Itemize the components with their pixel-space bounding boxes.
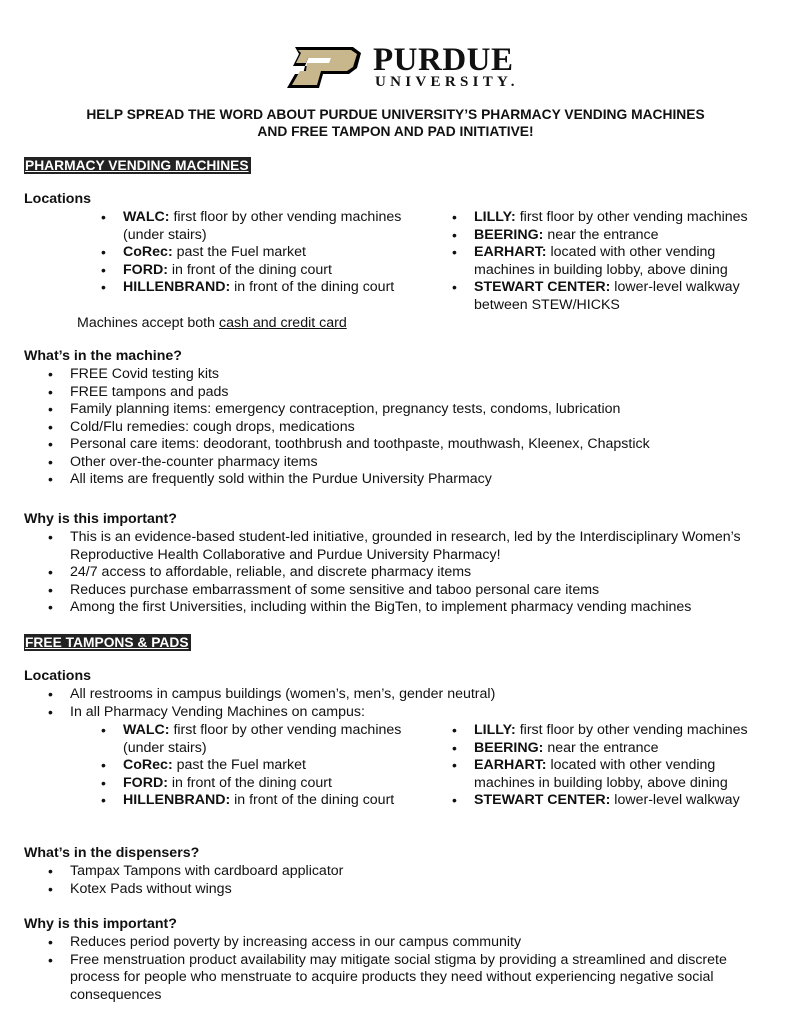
list-item: • WALC: first floor by other vending machines (under stairs) <box>99 722 419 757</box>
vending-why-list <box>46 529 746 617</box>
list-item: • Reduces purchase embarrassment of some sensitive and taboo personal care items <box>46 582 746 600</box>
list-item: • Family planning items: emergency contraception, pregnancy tests, condoms, lubrication <box>46 401 766 419</box>
section-title-vending: PHARMACY VENDING MACHINES <box>25 158 249 173</box>
list-item: • EARHART: located with other vending machines in building lobby, above dining <box>450 757 770 792</box>
list-item: • FREE tampons and pads <box>46 384 766 402</box>
list-item: • Kotex Pads without wings <box>46 881 766 899</box>
purdue-logo <box>283 42 519 92</box>
tampons-locations-right <box>450 722 770 810</box>
list-item: • Among the first Universities, including within the BigTen, to implement pharmacy vending machines <box>46 599 746 617</box>
list-item: • All items are frequently sold within the Purdue University Pharmacy <box>46 471 766 489</box>
section-title-tampons: FREE TAMPONS & PADS <box>25 635 189 650</box>
dispensers-list <box>46 863 766 898</box>
tampons-locations-heading: Locations <box>24 668 92 684</box>
vending-contents-heading: What’s in the machine? <box>24 348 182 364</box>
list-item: • EARHART: located with other vending machines in building lobby, above dining <box>450 244 770 279</box>
vending-locations-left <box>99 209 419 297</box>
list-item: • BEERING: near the entrance <box>450 740 770 758</box>
list-item: • Cold/Flu remedies: cough drops, medications <box>46 419 766 437</box>
list-item: • BEERING: near the entrance <box>450 227 770 245</box>
list-item: • Personal care items: deodorant, toothbrush and toothpaste, mouthwash, Kleenex, Chapstick <box>46 436 766 454</box>
page-title-line-1: HELP SPREAD THE WORD ABOUT PURDUE UNIVERSITY’S PHARMACY VENDING MACHINES <box>86 107 705 122</box>
list-item: • In all Pharmacy Vending Machines on campus: <box>46 704 766 722</box>
list-item: • HILLENBRAND: in front of the dining court <box>99 279 419 297</box>
page-title-line-2: AND FREE TAMPON AND PAD INITIATIVE! <box>257 124 534 139</box>
payment-note: Machines accept both cash and credit card <box>77 315 347 331</box>
logo-wordmark: PURDUE <box>373 42 514 78</box>
payment-methods: cash and credit card <box>218 315 347 331</box>
list-item: • Tampax Tampons with cardboard applicator <box>46 863 766 881</box>
vending-why-heading: Why is this important? <box>24 511 177 527</box>
vending-contents-list <box>46 366 766 489</box>
dispensers-heading: What’s in the dispensers? <box>24 845 200 861</box>
logo-subtitle: UNIVERSITY. <box>375 74 519 90</box>
tampons-locations-left <box>99 722 419 810</box>
list-item: • LILLY: first floor by other vending machines <box>450 722 770 740</box>
list-item: • CoRec: past the Fuel market <box>99 757 419 775</box>
list-item: • STEWART CENTER: lower-level walkway between STEW/HICKS <box>450 279 770 314</box>
list-item: • Free menstruation product availability may mitigate social stigma by providing a streamlined and discrete process for people who menstruate to acquire products they need without experiencing negative social consequences <box>46 952 746 1005</box>
list-item: • 24/7 access to affordable, reliable, and discrete pharmacy items <box>46 564 746 582</box>
list-item: • Other over-the-counter pharmacy items <box>46 454 766 472</box>
list-item: • STEWART CENTER: lower-level walkway <box>450 792 770 810</box>
list-item: • CoRec: past the Fuel market <box>99 244 419 262</box>
list-item: • WALC: first floor by other vending machines (under stairs) <box>99 209 419 244</box>
list-item: • All restrooms in campus buildings (women’s, men’s, gender neutral) <box>46 686 766 704</box>
list-item: • FORD: in front of the dining court <box>99 775 419 793</box>
list-item: • This is an evidence-based student-led initiative, grounded in research, led by the Interdisciplinary Women’s Reproductive Health Collaborative and Purdue University Pharmacy! <box>46 529 746 564</box>
vending-locations-heading: Locations <box>24 191 92 207</box>
list-item: • FREE Covid testing kits <box>46 366 766 384</box>
tampons-why-heading: Why is this important? <box>24 916 177 932</box>
list-item: • FORD: in front of the dining court <box>99 262 419 280</box>
list-item: • LILLY: first floor by other vending machines <box>450 209 770 227</box>
tampons-locations-list <box>46 686 766 721</box>
tampons-why-list <box>46 934 746 1004</box>
list-item: • Reduces period poverty by increasing access in our campus community <box>46 934 746 952</box>
list-item: • HILLENBRAND: in front of the dining court <box>99 792 419 810</box>
vending-locations-right <box>450 209 770 314</box>
